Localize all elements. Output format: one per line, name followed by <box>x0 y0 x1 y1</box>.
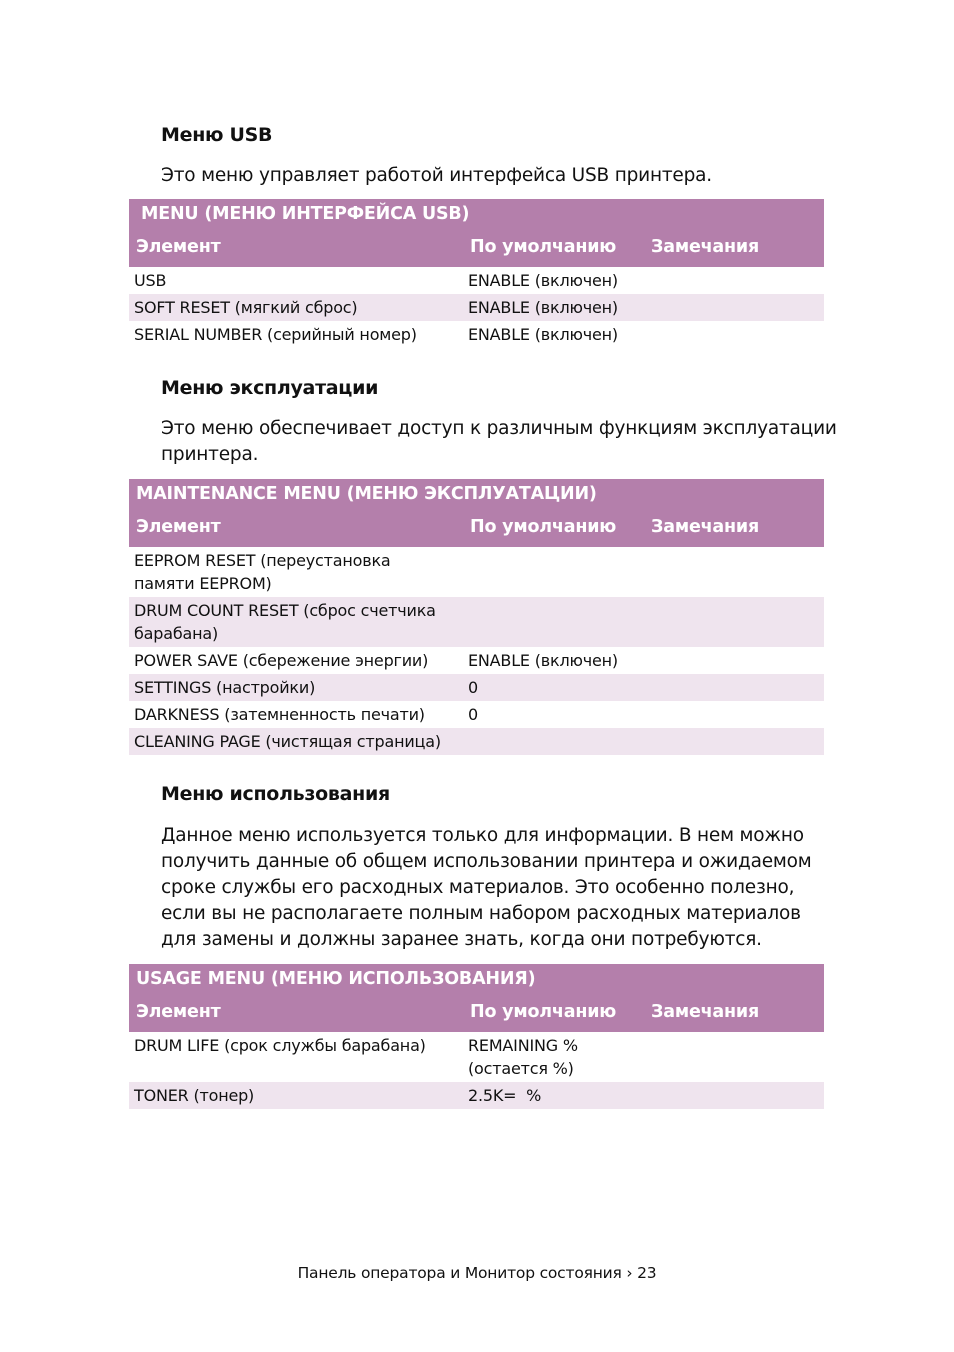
usb-menu-heading: Меню USB <box>161 124 273 146</box>
row-default: REMAINING % (остается %) <box>468 1036 578 1078</box>
row-item: EEPROM RESET (переустановка памяти EEPROM) <box>134 551 391 593</box>
table-row <box>129 701 824 728</box>
row-default: 2.5K= % <box>468 1086 542 1105</box>
footer-text: Панель оператора и Монитор состояния › 23 <box>297 1264 657 1282</box>
column-header-item: Элемент <box>136 1002 221 1022</box>
row-default: ENABLE (включен) <box>468 298 618 317</box>
table-title: USAGE MENU (МЕНЮ ИСПОЛЬЗОВАНИЯ) <box>136 969 536 989</box>
table-row <box>129 597 824 647</box>
row-item: CLEANING PAGE (чистящая страница) <box>134 732 441 751</box>
row-default: ENABLE (включен) <box>468 651 618 670</box>
row-item: SERIAL NUMBER (серийный номер) <box>134 325 417 344</box>
column-header-default: По умолчанию <box>470 237 617 257</box>
row-item: DRUM LIFE (срок службы барабана) <box>134 1036 426 1055</box>
row-item: POWER SAVE (сбережение энергии) <box>134 651 429 670</box>
row-item: SOFT RESET (мягкий сброс) <box>134 298 358 317</box>
row-item: DRUM COUNT RESET (сброс счетчика барабана) <box>134 601 436 643</box>
usage-menu-heading: Меню использования <box>161 783 390 805</box>
table-header <box>129 199 824 267</box>
row-default: 0 <box>468 705 478 724</box>
maintenance-menu-heading: Меню эксплуатации <box>161 377 379 399</box>
table-row <box>129 1032 824 1082</box>
table-row <box>129 728 824 755</box>
usb-menu-description: Это меню управляет работой интерфейса USB принтера. <box>161 165 712 186</box>
table-title: MAINTENANCE MENU (МЕНЮ ЭКСПЛУАТАЦИИ) <box>136 484 597 504</box>
row-default: ENABLE (включен) <box>468 325 618 344</box>
table-row <box>129 1082 824 1109</box>
row-item: SETTINGS (настройки) <box>134 678 316 697</box>
column-header-notes: Замечания <box>651 237 760 257</box>
table-header <box>129 479 824 547</box>
row-item: TONER (тонер) <box>134 1086 255 1105</box>
table-row <box>129 294 824 321</box>
column-header-default: По умолчанию <box>470 1002 617 1022</box>
table-row <box>129 267 824 294</box>
table-row <box>129 547 824 597</box>
table-column-headers <box>129 509 824 547</box>
table-column-headers <box>129 994 824 1032</box>
usb-menu-table <box>129 199 824 348</box>
usage-menu-table <box>129 964 824 1109</box>
row-default: 0 <box>468 678 478 697</box>
row-item: DARKNESS (затемненность печати) <box>134 705 425 724</box>
column-header-default: По умолчанию <box>470 517 617 537</box>
table-row <box>129 674 824 701</box>
column-header-notes: Замечания <box>651 517 760 537</box>
table-title: MENU (МЕНЮ ИНТЕРФЕЙСА USB) <box>141 204 470 224</box>
maintenance-menu-description: Это меню обеспечивает доступ к различным функциям эксплуатации принтера. <box>161 418 837 465</box>
column-header-notes: Замечания <box>651 1002 760 1022</box>
column-header-item: Элемент <box>136 517 221 537</box>
table-row <box>129 321 824 348</box>
page-footer <box>0 1264 954 1282</box>
table-header <box>129 964 824 1032</box>
row-default: ENABLE (включен) <box>468 271 618 290</box>
usage-menu-description: Данное меню используется только для информации. В нем можно получить данные об общем использовании принтера и ожидаемом сроке службы его расходных материалов. Это особенно полезно, если вы не располагаете полным набором расходных материалов для замены и должны заранее знать, когда они потребуются. <box>161 825 812 950</box>
maintenance-menu-table <box>129 479 824 755</box>
column-header-item: Элемент <box>136 237 221 257</box>
table-row <box>129 647 824 674</box>
row-item: USB <box>134 271 167 290</box>
table-column-headers <box>129 229 824 267</box>
